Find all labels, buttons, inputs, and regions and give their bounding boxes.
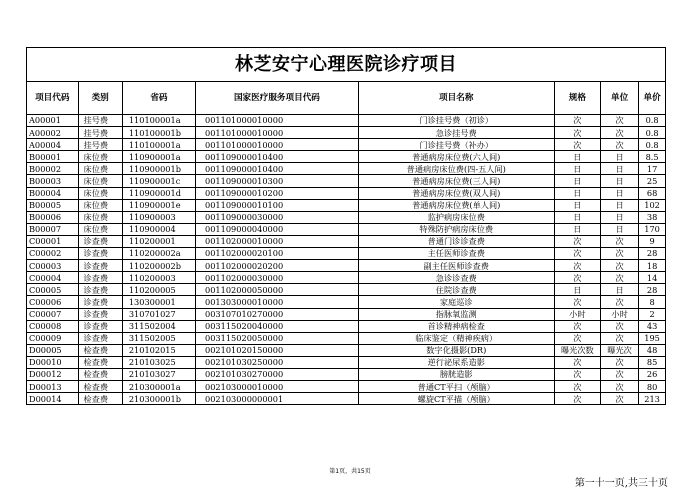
cell-spec: 次 bbox=[554, 368, 600, 380]
cell-spec: 次 bbox=[554, 332, 600, 344]
cell-national-code: 001109000010100 bbox=[196, 199, 359, 211]
cell-national-code: 003107010270000 bbox=[196, 308, 359, 320]
cell-code: C00003 bbox=[27, 260, 79, 272]
cell-name: 家庭巡诊 bbox=[358, 296, 554, 308]
cell-unit: 曝光次 bbox=[601, 344, 639, 356]
cell-code: C00004 bbox=[27, 272, 79, 284]
cell-category: 诊查费 bbox=[78, 272, 122, 284]
cell-province-code: 110200001 bbox=[122, 235, 195, 247]
cell-national-code: 002101030270000 bbox=[196, 368, 359, 380]
cell-unit: 次 bbox=[601, 332, 639, 344]
table-row bbox=[27, 139, 666, 151]
cell-national-code: 002101030250000 bbox=[196, 356, 359, 368]
cell-national-code: 001109000030000 bbox=[196, 211, 359, 223]
cell-category: 诊查费 bbox=[78, 320, 122, 332]
header-spec: 规格 bbox=[554, 82, 600, 115]
cell-price: 8 bbox=[639, 296, 666, 308]
table-row bbox=[27, 356, 666, 368]
cell-name: 急诊挂号费 bbox=[358, 127, 554, 139]
cell-national-code: 001109000010400 bbox=[196, 151, 359, 163]
cell-spec: 次 bbox=[554, 248, 600, 260]
cell-category: 诊查费 bbox=[78, 332, 122, 344]
cell-category: 床位费 bbox=[78, 211, 122, 223]
cell-province-code: 310701027 bbox=[122, 308, 195, 320]
cell-name: 普通病房床位费(六人间) bbox=[358, 151, 554, 163]
header-name: 项目名称 bbox=[358, 82, 554, 115]
table-row bbox=[27, 115, 666, 127]
cell-category: 诊查费 bbox=[78, 296, 122, 308]
cell-unit: 日 bbox=[601, 199, 639, 211]
cell-unit: 日 bbox=[601, 187, 639, 199]
cell-unit: 次 bbox=[601, 139, 639, 151]
cell-category: 挂号费 bbox=[78, 139, 122, 151]
cell-unit: 日 bbox=[601, 211, 639, 223]
cell-national-code: 001101000010000 bbox=[196, 127, 359, 139]
cell-unit: 次 bbox=[601, 393, 639, 405]
cell-national-code: 002101020150000 bbox=[196, 344, 359, 356]
cell-spec: 日 bbox=[554, 151, 600, 163]
table-row bbox=[27, 248, 666, 260]
cell-price: 48 bbox=[639, 344, 666, 356]
cell-spec: 次 bbox=[554, 235, 600, 247]
cell-spec: 日 bbox=[554, 163, 600, 175]
cell-unit: 次 bbox=[601, 356, 639, 368]
cell-category: 检查费 bbox=[78, 368, 122, 380]
cell-unit: 日 bbox=[601, 284, 639, 296]
table-row bbox=[27, 320, 666, 332]
cell-category: 床位费 bbox=[78, 199, 122, 211]
cell-category: 床位费 bbox=[78, 223, 122, 235]
cell-province-code: 110900001b bbox=[122, 163, 195, 175]
table-row bbox=[27, 235, 666, 247]
cell-national-code: 001102000030000 bbox=[196, 272, 359, 284]
cell-province-code: 110100001a bbox=[122, 139, 195, 151]
cell-unit: 次 bbox=[601, 260, 639, 272]
cell-category: 检查费 bbox=[78, 393, 122, 405]
cell-code: C00007 bbox=[27, 308, 79, 320]
cell-category: 诊查费 bbox=[78, 284, 122, 296]
cell-province-code: 210103025 bbox=[122, 356, 195, 368]
cell-price: 43 bbox=[639, 320, 666, 332]
cell-category: 床位费 bbox=[78, 187, 122, 199]
cell-price: 18 bbox=[639, 260, 666, 272]
cell-spec: 日 bbox=[554, 223, 600, 235]
cell-code: B00001 bbox=[27, 151, 79, 163]
cell-unit: 次 bbox=[601, 381, 639, 393]
cell-name: 普通CT平扫（颅脑） bbox=[358, 381, 554, 393]
cell-name: 副主任医师诊查费 bbox=[358, 260, 554, 272]
table-row bbox=[27, 211, 666, 223]
table-row bbox=[27, 381, 666, 393]
table-row bbox=[27, 332, 666, 344]
cell-province-code: 210103027 bbox=[122, 368, 195, 380]
cell-price: 25 bbox=[639, 175, 666, 187]
cell-province-code: 210300001a bbox=[122, 381, 195, 393]
cell-price: 26 bbox=[639, 368, 666, 380]
cell-spec: 次 bbox=[554, 320, 600, 332]
cell-spec: 次 bbox=[554, 127, 600, 139]
cell-code: D00010 bbox=[27, 356, 79, 368]
cell-category: 床位费 bbox=[78, 163, 122, 175]
cell-name: 普通病房床位费(三人间) bbox=[358, 175, 554, 187]
table-row bbox=[27, 163, 666, 175]
cell-price: 213 bbox=[639, 393, 666, 405]
cell-spec: 曝光次数 bbox=[554, 344, 600, 356]
cell-province-code: 110900001a bbox=[122, 151, 195, 163]
cell-national-code: 001102000020100 bbox=[196, 248, 359, 260]
table-row bbox=[27, 260, 666, 272]
cell-national-code: 001102000050000 bbox=[196, 284, 359, 296]
cell-name: 普通门诊诊查费 bbox=[358, 235, 554, 247]
cell-spec: 日 bbox=[554, 175, 600, 187]
cell-unit: 次 bbox=[601, 235, 639, 247]
cell-name: 急诊诊查费 bbox=[358, 272, 554, 284]
cell-category: 床位费 bbox=[78, 175, 122, 187]
cell-unit: 次 bbox=[601, 248, 639, 260]
cell-national-code: 001109000010400 bbox=[196, 163, 359, 175]
cell-category: 检查费 bbox=[78, 356, 122, 368]
cell-national-code: 001102000010000 bbox=[196, 235, 359, 247]
cell-unit: 次 bbox=[601, 296, 639, 308]
cell-unit: 次 bbox=[601, 115, 639, 127]
cell-spec: 日 bbox=[554, 199, 600, 211]
cell-price: 0.8 bbox=[639, 127, 666, 139]
cell-spec: 次 bbox=[554, 260, 600, 272]
cell-price: 195 bbox=[639, 332, 666, 344]
cell-code: B00002 bbox=[27, 163, 79, 175]
cell-price: 14 bbox=[639, 272, 666, 284]
cell-code: A00004 bbox=[27, 139, 79, 151]
cell-spec: 日 bbox=[554, 187, 600, 199]
cell-province-code: 110100001a bbox=[122, 115, 195, 127]
cell-national-code: 001102000020200 bbox=[196, 260, 359, 272]
cell-unit: 次 bbox=[601, 127, 639, 139]
header-category: 类别 bbox=[78, 82, 122, 115]
cell-province-code: 110900003 bbox=[122, 211, 195, 223]
cell-name: 特殊防护病房床位费 bbox=[358, 223, 554, 235]
header-national-code: 国家医疗服务项目代码 bbox=[196, 82, 359, 115]
table-row bbox=[27, 187, 666, 199]
table-row bbox=[27, 151, 666, 163]
cell-category: 检查费 bbox=[78, 381, 122, 393]
cell-price: 9 bbox=[639, 235, 666, 247]
cell-category: 挂号费 bbox=[78, 115, 122, 127]
cell-category: 检查费 bbox=[78, 344, 122, 356]
cell-price: 0.8 bbox=[639, 115, 666, 127]
cell-province-code: 210300001b bbox=[122, 393, 195, 405]
cell-name: 门诊挂号费（补办） bbox=[358, 139, 554, 151]
cell-code: B00006 bbox=[27, 211, 79, 223]
cell-spec: 日 bbox=[554, 284, 600, 296]
cell-province-code: 110100001b bbox=[122, 127, 195, 139]
cell-price: 2 bbox=[639, 308, 666, 320]
sheet-indicator: 第一十一页,共三十页 bbox=[574, 478, 668, 489]
cell-name: 指脉氧监测 bbox=[358, 308, 554, 320]
cell-price: 17 bbox=[639, 163, 666, 175]
cell-code: B00007 bbox=[27, 223, 79, 235]
header-unit: 单位 bbox=[601, 82, 639, 115]
cell-spec: 次 bbox=[554, 381, 600, 393]
cell-price: 28 bbox=[639, 284, 666, 296]
table-row bbox=[27, 368, 666, 380]
cell-code: D00014 bbox=[27, 393, 79, 405]
cell-spec: 次 bbox=[554, 393, 600, 405]
table-title: 林芝安宁心理医院诊疗项目 bbox=[27, 48, 666, 82]
cell-unit: 次 bbox=[601, 320, 639, 332]
cell-price: 80 bbox=[639, 381, 666, 393]
cell-unit: 日 bbox=[601, 163, 639, 175]
cell-national-code: 001109000040000 bbox=[196, 223, 359, 235]
cell-price: 28 bbox=[639, 248, 666, 260]
cell-province-code: 110900001e bbox=[122, 199, 195, 211]
cell-province-code: 130300001 bbox=[122, 296, 195, 308]
cell-province-code: 110200002a bbox=[122, 248, 195, 260]
cell-unit: 日 bbox=[601, 223, 639, 235]
cell-price: 170 bbox=[639, 223, 666, 235]
table-row bbox=[27, 175, 666, 187]
cell-name: 螺旋CT平描（颅脑） bbox=[358, 393, 554, 405]
cell-national-code: 003115020050000 bbox=[196, 332, 359, 344]
cell-province-code: 210102015 bbox=[122, 344, 195, 356]
header-code: 项目代码 bbox=[27, 82, 79, 115]
cell-unit: 日 bbox=[601, 151, 639, 163]
cell-national-code: 001101000010000 bbox=[196, 115, 359, 127]
cell-category: 诊查费 bbox=[78, 235, 122, 247]
cell-price: 85 bbox=[639, 356, 666, 368]
cell-province-code: 110200003 bbox=[122, 272, 195, 284]
page-indicator: 第1页，共15页 bbox=[329, 468, 371, 475]
header-price: 单价 bbox=[639, 82, 666, 115]
cell-price: 102 bbox=[639, 199, 666, 211]
cell-province-code: 110200005 bbox=[122, 284, 195, 296]
cell-province-code: 110900001c bbox=[122, 175, 195, 187]
table-row bbox=[27, 393, 666, 405]
cell-price: 0.8 bbox=[639, 139, 666, 151]
cell-name: 普通病房床位费(四-五人间) bbox=[358, 163, 554, 175]
cell-code: D00013 bbox=[27, 381, 79, 393]
cell-category: 挂号费 bbox=[78, 127, 122, 139]
table-row bbox=[27, 127, 666, 139]
cell-province-code: 311502004 bbox=[122, 320, 195, 332]
cell-category: 床位费 bbox=[78, 151, 122, 163]
table-row bbox=[27, 272, 666, 284]
cell-price: 68 bbox=[639, 187, 666, 199]
table-row bbox=[27, 223, 666, 235]
cell-name: 门诊挂号费（初诊） bbox=[358, 115, 554, 127]
cell-province-code: 110900001d bbox=[122, 187, 195, 199]
table-row bbox=[27, 199, 666, 211]
cell-unit: 次 bbox=[601, 272, 639, 284]
cell-category: 诊查费 bbox=[78, 260, 122, 272]
cell-unit: 日 bbox=[601, 175, 639, 187]
table-row bbox=[27, 296, 666, 308]
cell-name: 普通病房床位费(单人间) bbox=[358, 199, 554, 211]
cell-name: 数字化摄影(DR) bbox=[358, 344, 554, 356]
cell-code: C00005 bbox=[27, 284, 79, 296]
cell-province-code: 110900004 bbox=[122, 223, 195, 235]
cell-code: D00005 bbox=[27, 344, 79, 356]
cell-code: C00001 bbox=[27, 235, 79, 247]
cell-name: 监护病房床位费 bbox=[358, 211, 554, 223]
cell-code: A00001 bbox=[27, 115, 79, 127]
cell-unit: 次 bbox=[601, 368, 639, 380]
cell-code: B00004 bbox=[27, 187, 79, 199]
cell-spec: 小时 bbox=[554, 308, 600, 320]
cell-price: 8.5 bbox=[639, 151, 666, 163]
cell-name: 住院诊查费 bbox=[358, 284, 554, 296]
cell-name: 膀胱造影 bbox=[358, 368, 554, 380]
cell-province-code: 311502005 bbox=[122, 332, 195, 344]
cell-spec: 次 bbox=[554, 296, 600, 308]
cell-category: 诊查费 bbox=[78, 308, 122, 320]
cell-category: 诊查费 bbox=[78, 248, 122, 260]
cell-code: C00008 bbox=[27, 320, 79, 332]
cell-code: B00003 bbox=[27, 175, 79, 187]
cell-name: 主任医师诊查费 bbox=[358, 248, 554, 260]
cell-name: 临床鉴定（精神疾病） bbox=[358, 332, 554, 344]
cell-price: 38 bbox=[639, 211, 666, 223]
table-row bbox=[27, 284, 666, 296]
cell-name: 普通病房床位费(双人间) bbox=[358, 187, 554, 199]
cell-code: C00002 bbox=[27, 248, 79, 260]
header-row bbox=[27, 82, 666, 115]
cell-code: D00012 bbox=[27, 368, 79, 380]
cell-spec: 日 bbox=[554, 211, 600, 223]
cell-national-code: 001101000010000 bbox=[196, 139, 359, 151]
cell-province-code: 110200002b bbox=[122, 260, 195, 272]
table-row bbox=[27, 308, 666, 320]
header-province-code: 省码 bbox=[122, 82, 195, 115]
cell-spec: 次 bbox=[554, 356, 600, 368]
cell-spec: 次 bbox=[554, 139, 600, 151]
cell-unit: 小时 bbox=[601, 308, 639, 320]
cell-national-code: 002103000000001 bbox=[196, 393, 359, 405]
cell-national-code: 003115020040000 bbox=[196, 320, 359, 332]
cell-code: C00006 bbox=[27, 296, 79, 308]
cell-national-code: 001303000010000 bbox=[196, 296, 359, 308]
cell-national-code: 002103000010000 bbox=[196, 381, 359, 393]
cell-national-code: 001109000010300 bbox=[196, 175, 359, 187]
cell-name: 逆行泌尿系造影 bbox=[358, 356, 554, 368]
cell-code: C00009 bbox=[27, 332, 79, 344]
cell-spec: 次 bbox=[554, 272, 600, 284]
cell-name: 首诊精神病检查 bbox=[358, 320, 554, 332]
cell-code: A00002 bbox=[27, 127, 79, 139]
cell-code: B00005 bbox=[27, 199, 79, 211]
cell-spec: 次 bbox=[554, 115, 600, 127]
table-row bbox=[27, 344, 666, 356]
fee-table bbox=[26, 47, 666, 405]
cell-national-code: 001109000010200 bbox=[196, 187, 359, 199]
